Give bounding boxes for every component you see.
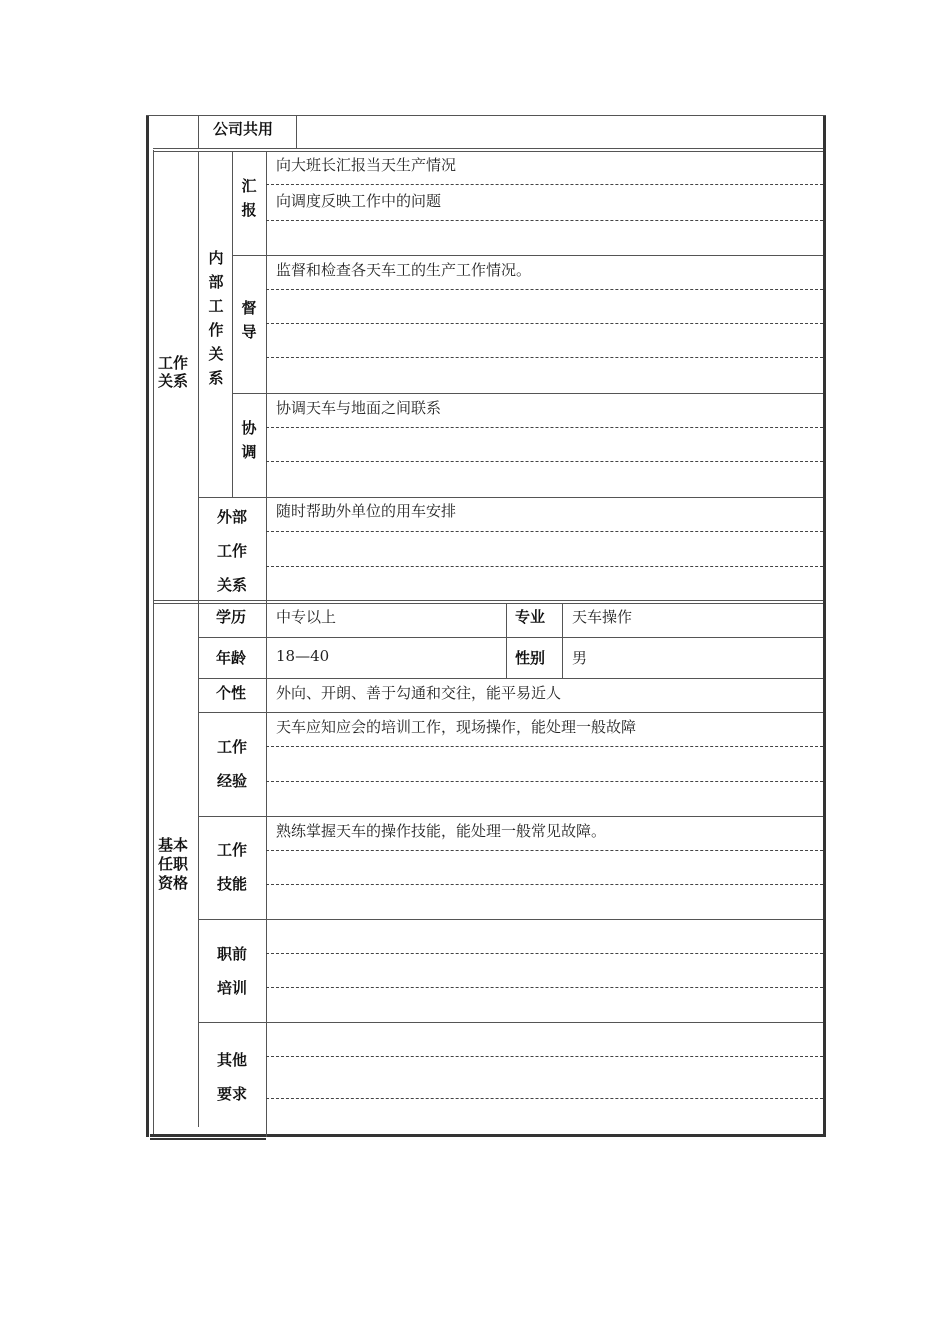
skills-label: 工作 技能 bbox=[216, 841, 247, 893]
supervise-label: 督导 bbox=[241, 299, 257, 341]
work-relations-bottom-rule bbox=[153, 600, 823, 604]
other-rule-2 bbox=[266, 1098, 823, 1099]
coordinate-rule-2 bbox=[266, 461, 823, 462]
coordinate-line-1: 协调天车与地面之间联系 bbox=[276, 399, 442, 417]
pre-training-bottom-rule bbox=[198, 1022, 823, 1023]
skills-rule-1 bbox=[266, 850, 823, 851]
skills-rule-2 bbox=[266, 884, 823, 885]
section-col-divider bbox=[198, 151, 199, 1127]
age-row-rule bbox=[198, 678, 823, 679]
supervise-rule-3 bbox=[266, 357, 823, 358]
report-rule-2 bbox=[266, 220, 823, 221]
report-label: 汇报 bbox=[241, 177, 257, 219]
pre-training-label: 职前 培训 bbox=[216, 945, 247, 997]
pre-training-rule-1 bbox=[266, 953, 823, 954]
education-label: 学历 bbox=[216, 608, 247, 626]
gender-value: 男 bbox=[572, 649, 588, 667]
report-bottom-rule bbox=[232, 255, 823, 256]
company-shared-label: 公司共用 bbox=[213, 120, 274, 138]
experience-value: 天车应知应会的培训工作，现场操作，能处理一般故障 bbox=[276, 718, 637, 736]
education-value: 中专以上 bbox=[276, 608, 337, 626]
coordinate-rule-1 bbox=[266, 427, 823, 428]
major-label: 专业 bbox=[515, 608, 546, 626]
frame-left-inner bbox=[153, 150, 154, 1137]
work-relations-section-label: 工作 关系 bbox=[157, 354, 188, 390]
supervise-rule-2 bbox=[266, 323, 823, 324]
age-label: 年龄 bbox=[216, 649, 247, 667]
pre-training-rule-2 bbox=[266, 987, 823, 988]
internal-relations-label: 内部工作关系 bbox=[208, 249, 224, 387]
external-relations-label: 外部 工作 关系 bbox=[216, 508, 247, 594]
content-col-divider bbox=[266, 151, 267, 1137]
supervise-rule-1 bbox=[266, 289, 823, 290]
major-divider-left bbox=[506, 603, 507, 678]
supervise-bottom-rule bbox=[232, 393, 823, 394]
experience-label: 工作 经验 bbox=[216, 738, 247, 790]
personality-value: 外向、开朗、善于勾通和交往，能平易近人 bbox=[276, 684, 562, 702]
frame-left bbox=[146, 115, 149, 1137]
personality-label: 个性 bbox=[216, 684, 247, 702]
skills-value: 熟练掌握天车的操作技能，能处理一般常见故障。 bbox=[276, 822, 607, 840]
major-divider-right bbox=[562, 603, 563, 678]
header-divider-2 bbox=[296, 115, 297, 149]
report-line-2: 向调度反映工作中的问题 bbox=[276, 192, 442, 210]
internal-col-divider bbox=[232, 151, 233, 497]
experience-rule-1 bbox=[266, 746, 823, 747]
frame-top bbox=[146, 115, 826, 116]
personality-row-rule bbox=[198, 712, 823, 713]
experience-bottom-rule bbox=[198, 816, 823, 817]
report-rule-1 bbox=[266, 184, 823, 185]
frame-right bbox=[823, 115, 826, 1137]
coordinate-label: 协调 bbox=[241, 419, 257, 461]
age-value: 18—40 bbox=[276, 647, 330, 665]
frame-bottom bbox=[150, 1134, 826, 1137]
other-requirements-label: 其他 要求 bbox=[216, 1051, 247, 1103]
qualifications-section-label: 基本 任职 资格 bbox=[157, 836, 188, 892]
gender-label: 性别 bbox=[515, 649, 546, 667]
header-bottom-rule bbox=[153, 148, 823, 152]
other-rule-1 bbox=[266, 1056, 823, 1057]
education-row-rule bbox=[198, 637, 823, 638]
supervise-line-1: 监督和检查各天车工的生产工作情况。 bbox=[276, 261, 532, 279]
external-line-1: 随时帮助外单位的用车安排 bbox=[276, 502, 457, 520]
experience-rule-2 bbox=[266, 781, 823, 782]
external-rule-1 bbox=[266, 531, 823, 532]
external-rule-2 bbox=[266, 566, 823, 567]
major-value: 天车操作 bbox=[572, 608, 633, 626]
internal-bottom-rule bbox=[198, 497, 823, 498]
header-divider-1 bbox=[198, 115, 199, 149]
skills-bottom-rule bbox=[198, 919, 823, 920]
frame-bottom-left-stub bbox=[150, 1138, 266, 1140]
report-line-1: 向大班长汇报当天生产情况 bbox=[276, 156, 457, 174]
